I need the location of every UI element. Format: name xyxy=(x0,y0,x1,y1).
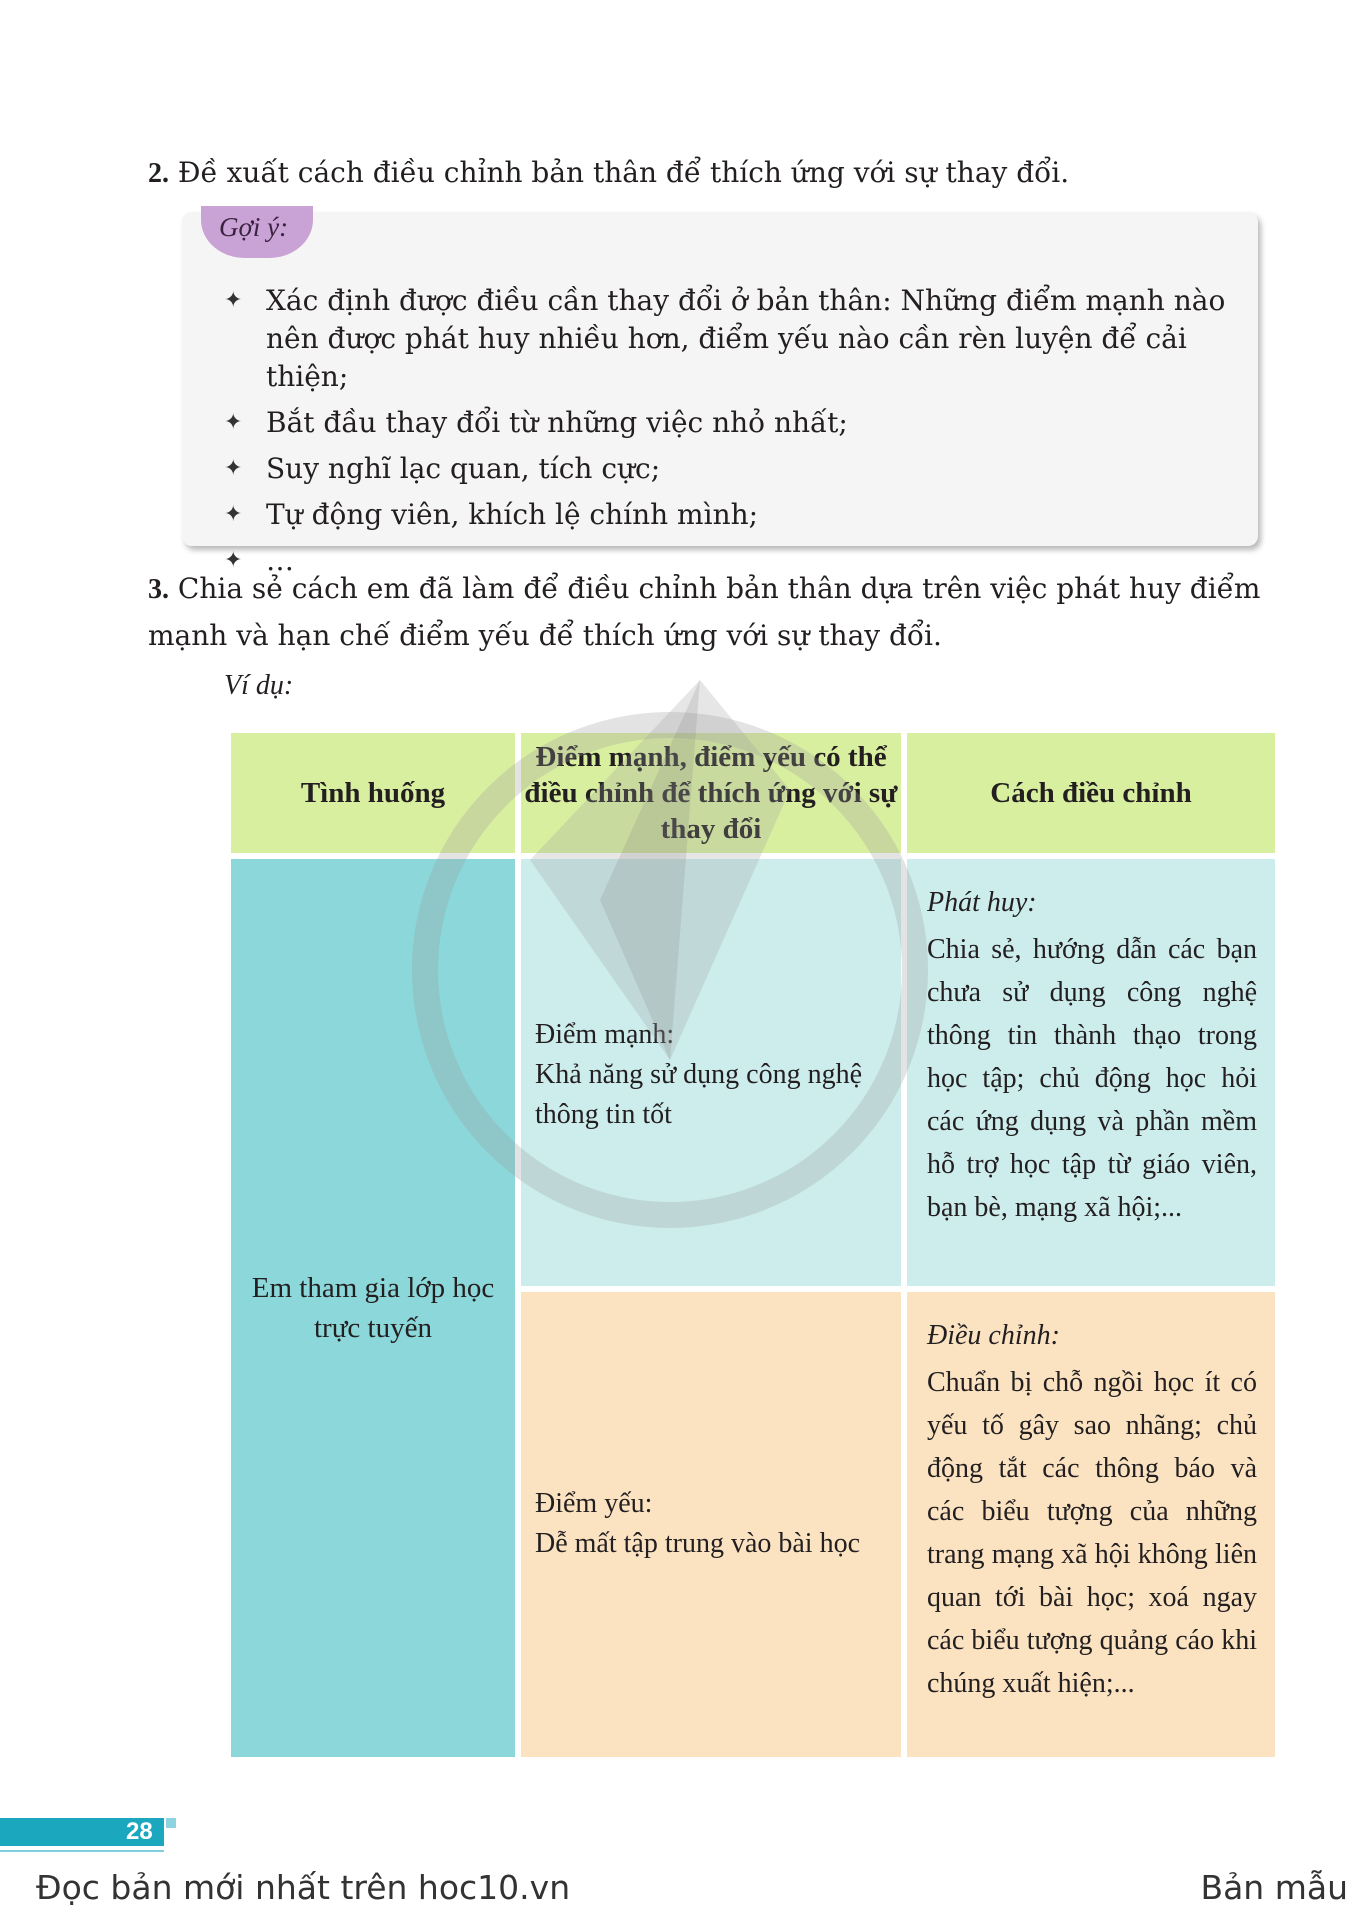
weakness-text: Dễ mất tập trung vào bài học xyxy=(535,1528,861,1559)
question-3-number: 3. xyxy=(148,574,169,605)
weakness-label: Điểm yếu: xyxy=(535,1488,653,1519)
table-header-strength-weakness: Điểm mạnh, điểm yếu có thể điều chỉnh để thích ứng với sự thay đổi xyxy=(521,733,901,853)
page-number-underline xyxy=(0,1850,164,1852)
adjust-label: Điều chỉnh: xyxy=(927,1320,1060,1351)
promote-text: Chia sẻ, hướng dẫn các bạn chưa sử dụng công nghệ thông tin thành thạo trong học tập; chủ động học hỏi các ứng dụng và phần mềm hỗ trợ học tập từ giáo viên, bạn bè, mạng xã hội;... xyxy=(927,934,1257,1223)
hint-item: ✦ Suy nghĩ lạc quan, tích cực; xyxy=(224,450,1266,488)
bullet-icon: ✦ xyxy=(224,502,243,527)
bullet-icon: ✦ xyxy=(224,456,243,481)
promote-label: Phát huy: xyxy=(927,887,1037,918)
page-number: 28 xyxy=(126,1818,153,1845)
question-2 xyxy=(148,150,1268,197)
hint-label: Gợi ý: xyxy=(219,212,289,242)
example-label: Ví dụ: xyxy=(224,670,294,701)
hint-item: ✦ Tự động viên, khích lệ chính mình; xyxy=(224,496,1266,534)
table-cell-adjust xyxy=(907,1292,1275,1757)
question-2-text: Đề xuất cách điều chỉnh bản thân để thích ứng với sự thay đổi. xyxy=(177,156,1070,189)
hint-item: ✦ Xác định được điều cần thay đổi ở bản thân: Những điểm mạnh nào nên được phát huy nhiều hơn, điểm yếu nào cần rèn luyện để cải thiện; xyxy=(224,284,1226,393)
hint-item: ✦ … xyxy=(224,542,1266,580)
bullet-icon: ✦ xyxy=(224,548,243,573)
table-header-adjustment: Cách điều chỉnh xyxy=(907,733,1275,853)
bullet-icon: ✦ xyxy=(224,288,243,313)
adjust-text: Chuẩn bị chỗ ngồi học ít có yếu tố gây sao nhãng; chủ động tắt các thông báo và các biểu tượng của những trang mạng xã hội không liên quan tới bài học; xoá ngay các biểu tượng quảng cáo khi chúng xuất hiện;... xyxy=(927,1367,1257,1699)
question-3-text: Chia sẻ cách em đã làm để điều chỉnh bản thân dựa trên việc phát huy điểm mạnh và hạn chế điểm yếu để thích ứng với sự thay đổi. xyxy=(148,572,1261,652)
table-cell-situation: Em tham gia lớp học trực tuyến xyxy=(231,859,515,1757)
question-3 xyxy=(148,566,1278,659)
table-cell-promote xyxy=(907,859,1275,1286)
strength-label: Điểm mạnh: xyxy=(535,1019,675,1050)
table-cell-weakness xyxy=(521,1292,901,1757)
hint-item: ✦ Bắt đầu thay đổi từ những việc nhỏ nhất; xyxy=(224,404,1266,442)
page-corner-mark xyxy=(166,1818,176,1828)
footer-edition-text: Bản mẫu xyxy=(1200,1868,1348,1907)
question-2-number: 2. xyxy=(148,158,169,189)
bullet-icon: ✦ xyxy=(224,410,243,435)
table-cell-strength xyxy=(521,859,901,1286)
footer-link-text: Đọc bản mới nhất trên hoc10.vn xyxy=(36,1868,571,1907)
strength-text: Khả năng sử dụng công nghệ thông tin tốt xyxy=(535,1059,863,1130)
hint-list xyxy=(224,282,1266,588)
table-header-situation: Tình huống xyxy=(231,733,515,853)
